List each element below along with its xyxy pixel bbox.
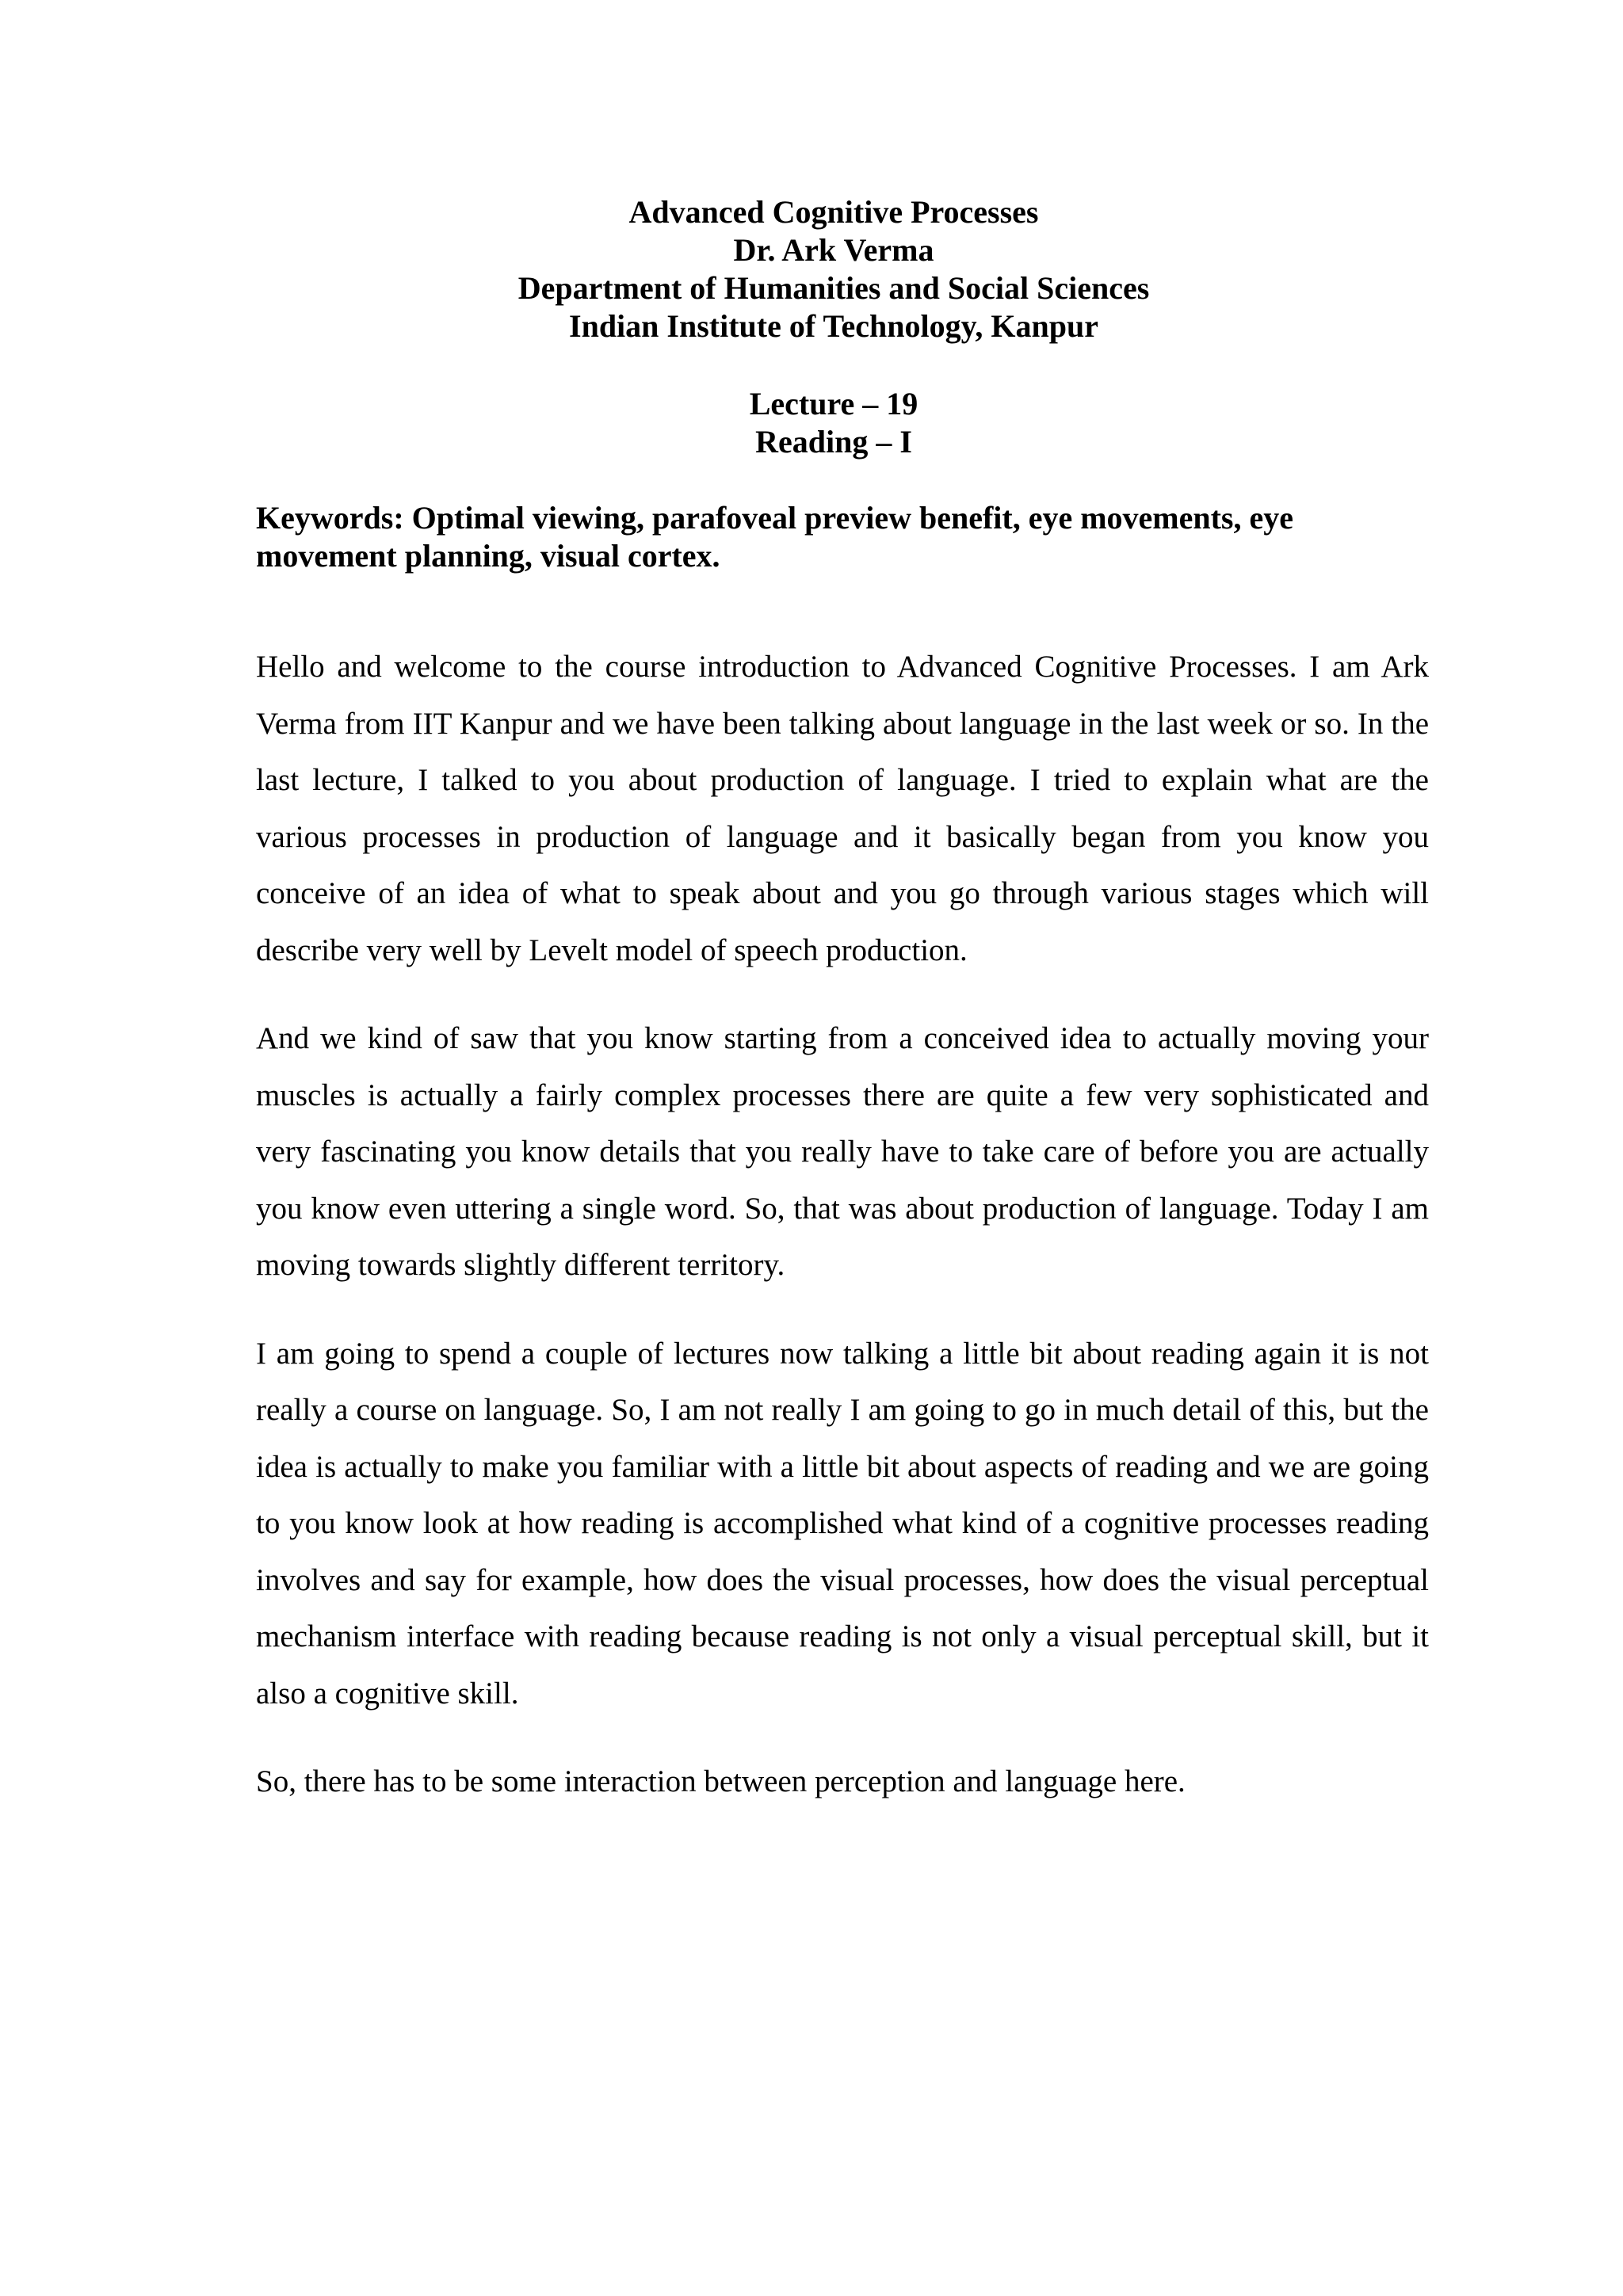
paragraph: I am going to spend a couple of lectures now talking a little bit about reading again it is not really a course on language. So, I am not really I am going to go in much detail of this, but the idea is actually to make you familiar with a little bit about aspects of reading and we are going to you know look at how reading is accomplished what kind of a cognitive processes reading involves and say for example, how does the visual processes, how does the visual perceptual mechanism interface with reading because reading is not only a visual perceptual skill, but it also a cognitive skill. xyxy=(256,1336,1429,1711)
keywords-line: Keywords: Optimal viewing, parafoveal preview benefit, eye movements, eye movement planning, visual cortex. xyxy=(256,500,1294,574)
course-title: Advanced Cognitive Processes xyxy=(628,194,1039,230)
department-name: Department of Humanities and Social Sciences xyxy=(517,270,1150,306)
lecture-title: Reading – I xyxy=(755,424,912,460)
body-text xyxy=(256,639,1429,1842)
paragraph: Hello and welcome to the course introduction to Advanced Cognitive Processes. I am Ark Verma from IIT Kanpur and we have been talking about language in the last week or so. In the last lecture, I talked to you about production of language. I tried to explain what are the various processes in production of language and it basically began from you know you conceive of an idea of what to speak about and you go through various stages which will describe very well by Levelt model of speech production. xyxy=(256,650,1429,967)
paragraph: So, there has to be some interaction between perception and language here. xyxy=(256,1764,1186,1798)
institute-name: Indian Institute of Technology, Kanpur xyxy=(569,308,1098,344)
lecture-heading xyxy=(0,385,1623,461)
paragraph: And we kind of saw that you know starting from a conceived idea to actually moving your muscles is actually a fairly complex processes there are quite a few very sophisticated and very fascinating you know details that you really have to take care of before you are actually you know even uttering a single word. So, that was about production of language. Today I am moving towards slightly different territory. xyxy=(256,1021,1429,1282)
document-header xyxy=(0,193,1623,345)
instructor-name: Dr. Ark Verma xyxy=(733,232,934,268)
lecture-number: Lecture – 19 xyxy=(749,386,918,421)
